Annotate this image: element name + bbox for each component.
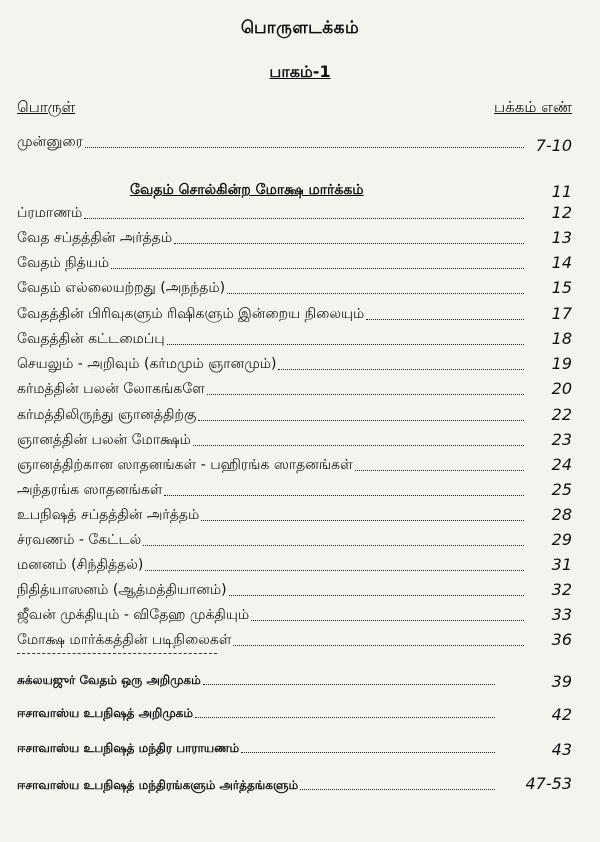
dot-leader [366,319,524,320]
toc-entry [17,426,524,450]
dot-leader [229,595,524,596]
toc-entry-label: வேதம் எல்லையற்றது (அநந்தம்) [17,280,226,296]
dot-leader [203,684,495,685]
toc-entry-page: 17 [551,304,572,323]
toc-entry-page: 13 [551,228,572,247]
toc-entry [17,325,524,349]
toc-entry [17,350,524,374]
dot-leader [111,268,524,269]
dot-leader [241,752,495,753]
toc-entry [17,401,524,425]
toc-entry [17,300,524,324]
toc-entry-label: சுக்லயஜுர் வேதம் ஒரு அறிமுகம் [17,673,201,687]
toc-entry-label: ஈசாவாஸ்ய உபநிஷத் அறிமுகம் [17,706,193,720]
dot-leader [164,495,524,496]
toc-entry-page: 28 [551,505,572,524]
dot-leader [84,218,524,219]
part-label: பாகம்-1 [269,62,331,81]
toc-entry-label: ஈசாவாஸ்ய உபநிஷத் மந்திரங்களும் அர்த்தங்களும் [17,778,299,792]
dot-leader [207,394,524,395]
toc-entry-label: முன்னுரை [17,134,83,150]
toc-entry-label: வேதத்தின் பிரிவுகளும் ரிஷிகளும் இன்றைய நிலையும் [17,306,365,322]
toc-entry-page: 47-53 [525,774,572,793]
toc-entry-page: 42 [551,705,572,724]
toc-entry [17,451,524,475]
toc-entry-label: வேத சப்தத்தின் அர்த்தம் [17,230,173,246]
toc-entry [17,626,524,650]
part-heading [0,62,600,83]
toc-entry-page: 23 [551,430,572,449]
toc-entry-page: 36 [551,630,572,649]
toc-entry [17,770,495,794]
dot-leader [193,445,524,446]
dot-leader [143,545,524,546]
toc-entry-page: 31 [551,555,572,574]
dot-leader [251,620,524,621]
toc-entry-page: 33 [551,605,572,624]
toc-entry-page: 43 [551,740,572,759]
toc-entry-label: ஜீவன் முக்தியும் - விதேஹ முக்தியும் [17,607,250,623]
toc-entry [17,199,524,223]
column-header-page: பக்கம் எண் [494,98,572,116]
toc-entry-page: 32 [551,580,572,599]
toc-entry-label: ஞானத்தின் பலன் மோக்ஷம் [17,432,191,448]
dot-leader [355,470,524,471]
toc-section-heading [130,176,524,200]
toc-entry-page: 19 [551,354,572,373]
toc-entry-label: ஞானத்திற்கான ஸாதனங்கள் - பஹிரங்க ஸாதனங்கள் [17,457,353,473]
toc-entry-label: கர்மத்திலிருந்து ஞானத்திற்கு [17,407,197,423]
toc-entry-page: 39 [551,672,572,691]
toc-entry-label: உபநிஷத் சப்தத்தின் அர்த்தம் [17,507,200,523]
dot-leader [278,369,524,370]
toc-entry [17,665,495,689]
toc-entry [17,698,495,722]
toc-entry-label: ப்ரமாணம் [17,205,83,221]
toc-entry [17,601,524,625]
toc-entry-label: வேதத்தின் கட்டமைப்பு [17,331,165,347]
column-header-topic: பொருள் [17,98,76,116]
toc-entry-label: நிதித்யாஸனம் (ஆத்மத்தியானம்) [17,582,227,598]
toc-entry [17,128,524,152]
toc-entry-label: மோக்ஷ மார்க்கத்தின் படிநிலைகள் [17,632,232,648]
toc-entry-page: 20 [551,379,572,398]
dot-leader [145,570,524,571]
toc-entry-page: 24 [551,455,572,474]
toc-entry-page: 18 [551,329,572,348]
dot-leader [174,243,524,244]
toc-entry-label: வேதம் நித்யம் [17,255,110,271]
dot-leader [167,344,524,345]
toc-entry-label: மனனம் (சிந்தித்தல்) [17,557,144,573]
section-divider [17,653,217,654]
toc-entry [17,249,524,273]
toc-entry-page: 7-10 [535,136,572,155]
toc-entry [17,476,524,500]
toc-entry-label: அந்தரங்க ஸாதனங்கள் [17,482,163,498]
toc-entry-page: 11 [551,182,572,201]
dot-leader [195,717,495,718]
dot-leader [85,147,524,148]
toc-entry-page: 14 [551,253,572,272]
toc-entry-page: 22 [551,405,572,424]
toc-entry-label: வேதம் சொல்கின்ற மோக்ஷ மார்க்கம் [130,182,364,198]
toc-entry [17,551,524,575]
toc-entry-page: 15 [551,278,572,297]
toc-entry [17,576,524,600]
toc-entry-page: 12 [551,203,572,222]
toc-entry-label: ச்ரவணம் - கேட்டல் [17,532,142,548]
dot-leader [233,645,524,646]
dot-leader [201,520,524,521]
page-title: பொருளடக்கம் [240,18,360,38]
dot-leader [300,789,495,790]
toc-entry [17,375,524,399]
toc-entry [17,733,495,757]
toc-entry [17,526,524,550]
toc-entry-label: செயலும் - அறிவும் (கர்மமும் ஞானமும்) [17,356,277,372]
toc-entry-label: ஈசாவாஸ்ய உபநிஷத் மந்திர பாராயணம் [17,741,240,755]
dot-leader [227,293,524,294]
toc-entry [17,274,524,298]
toc-entry-page: 25 [551,480,572,499]
toc-entry [17,501,524,525]
toc-entry-label: கர்மத்தின் பலன் லோகங்களே [17,381,205,397]
dot-leader [198,420,524,421]
toc-entry-page: 29 [551,530,572,549]
toc-entry [17,224,524,248]
